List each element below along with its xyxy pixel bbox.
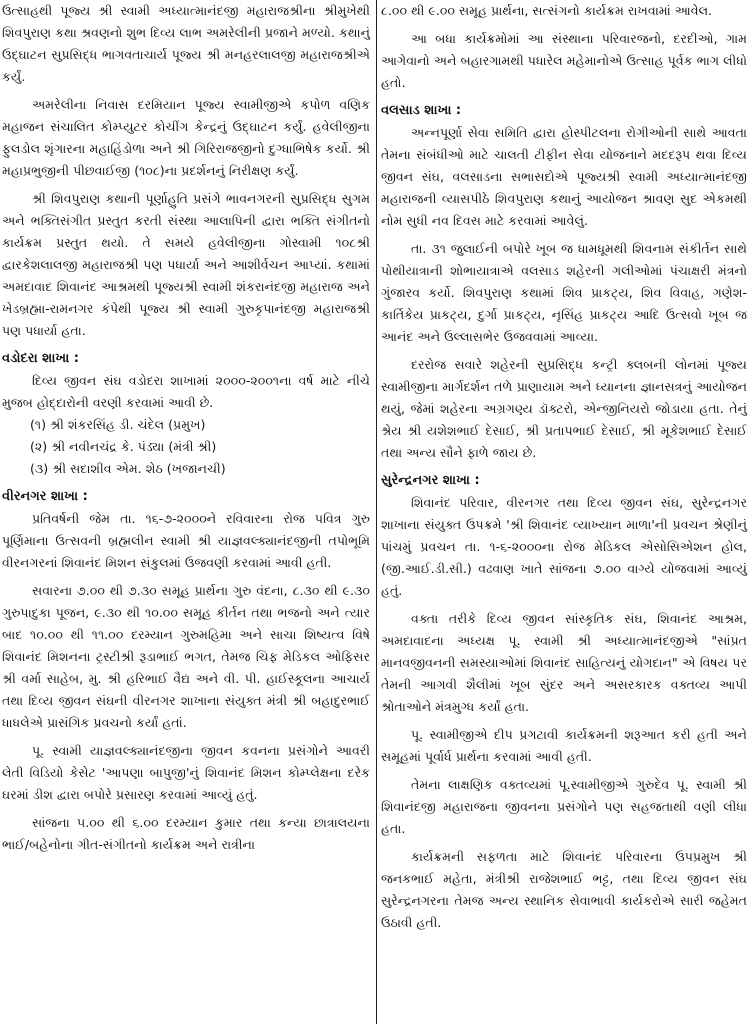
valsad-paragraph-3: દરરોજ સવારે શહેરની સુપ્રસિદ્ધ કન્ટ્રી ક્લબની લોનમાં પૂજ્ય સ્વામીજીના માર્ગદર્શન તળે પ્રાણાયામ અને ધ્યાનના જ્ઞાનસત્રનું આયોજન થયું, જેમાં શહેરના અગ્રગણ્ય ડૉક્ટરો, એન્જીનિયરો જોડાયા હતા. તેનું શ્રેય શ્રી યશેશભાઈ દેસાઈ, શ્રી પ્રતાપભાઈ દેસાઈ, શ્રી મૂકેશભાઈ દેસાઈ તથા અન્ય સૌને ફાળે જાય છે. (381, 357, 747, 460)
surendranagar-paragraph-4: તેમના લાક્ષણિક વક્તવ્યમાં પૂ.સ્વામીજીએ ગુરુદેવ પૂ. સ્વામી શ્રી શિવાનંદજી મહારાજના જીવનના પ્રસંગોને પણ સહજતાથી વણી લીધા હતા. (381, 777, 747, 836)
amreli-paragraph-1: ઉત્સાહથી પૂજ્ય શ્રી સ્વામી અધ્યાત્માનંદજી મહારાજશ્રીના શ્રીમુખેથી શિવપુરાણ કથા શ્રવણનો શુભ દિવ્ય લાભ અમરેલીની પ્રજાને મળ્યો. કથાનું ઉદ્ઘાટન સુપ્રસિદ્ધ ભાગવતાચાર્ય પૂજ્ય શ્રી મનહરલાલજી મહારાજશ્રીએ કર્યું. (2, 3, 370, 84)
office-bearer-item: (૨) શ્રી નવીનચંદ્ર કે. પંડ્યા (મંત્રી શ્રી) (30, 439, 217, 454)
valsad-paragraph-1: અન્નપૂર્ણા સેવા સમિતિ દ્વારા હોસ્પીટલના રોગીઓની સાથે આવતા તેમના સંબંધીઓ માટે ચાલતી ટીફીન સેવા યોજનાને મદદરૂપ થવા દિવ્ય જીવન સંઘ, વલસાડના સભાસદોએ પૂજ્યશ્રી સ્વામી અધ્યાત્માનંદજી મહારાજની વ્યાસપીઠે શિવપુરાણ કથાનું આયોજન શ્રાવણ સુદ એકમથી નોમ સુધી નવ દિવસ માટે કરવામાં આવેલું. (381, 125, 747, 228)
amreli-paragraph-2: અમરેલીના નિવાસ દરમિયાન પૂજ્ય સ્વામીજીએ કપોળ વણિક મહાજન સંચાલિત કોમ્પ્યુટર કોચીંગ કેન્દ્રનું ઉદ્ઘાટન કર્યું. હવેલીજીના ફુલડોલ શૃંગારના મહાહિંડોળા અને શ્રી ગિરિરાજજીનો દુગ્ધાભિષેક કર્યો. શ્રી મહાપ્રભુજીની પીછવાઈજી (૧૦૮)ના પ્રદર્શનનું નિરીક્ષણ કર્યું. (2, 97, 370, 178)
surendranagar-paragraph-1: શિવાનંદ પરિવાર, વીરનગર તથા દિવ્ય જીવન સંઘ, સુરેન્દ્રનગર શાખાના સંયુક્ત ઉપક્રમે 'શ્રી શિવાનંદ વ્યાખ્યાન માળા'ની પ્રવચન શ્રેણીનું પાંચમું પ્રવચન તા. ૧-૬-૨૦૦૦ના રોજ મેડિકલ એસોસિએશન હોલ, (જી.આઈ.ડી.સી.) વઢવાણ ખાતે સાંજના ૭.૦૦ વાગ્યે યોજવામાં આવ્યું હતું. (381, 495, 747, 598)
section-heading-vadodara: વડોદરા શાખા : (2, 351, 79, 366)
section-heading-surendranagar: સુરેન્દ્રનગર શાખા : (381, 473, 480, 488)
office-bearer-item: (૩) શ્રી સદાશીવ એમ. શેઠ (ખજાનચી) (30, 461, 226, 476)
surendranagar-paragraph-3: પૂ. સ્વામીજીએ દીપ પ્રગટાવી કાર્યક્રમની શરૂઆત કરી હતી અને સમૂહમાં પૂર્વાર્ધ પ્રાર્થના કરવામાં આવી હતી. (381, 727, 747, 764)
right-column (381, 0, 747, 934)
surendranagar-paragraph-5: કાર્યક્રમની સફળતા માટે શિવાનંદ પરિવારના ઉપપ્રમુખ શ્રી જનકભાઈ મહેતા, મંત્રીશ્રી રાજેશભાઈ ભટ્ટ, તથા દિવ્ય જીવન સંઘ સુરેન્દ્રનગરના તેમજ અન્ય સ્થાનિક સેવાભાવી કાર્યકરોએ સારી જહેમત ઉઠાવી હતી. (381, 849, 747, 930)
surendranagar-paragraph-2: વક્તા તરીકે દિવ્ય જીવન સાંસ્કૃતિક સંઘ, શિવાનંદ આશ્રમ, અમદાવાદના અધ્યક્ષ પૂ. સ્વામી શ્રી અધ્યાત્માનંદજીએ "સાંપ્રત માનવજીવનની સમસ્યાઓમાં શિવાનંદ સાહિત્યનું યોગદાન" એ વિષય પર તેમની આગવી શૈલીમાં ખૂબ સુંદર અને અસરકારક વક્તવ્ય આપી શ્રોતાઓને મંત્રમુગ્ધ કર્યાં હતા. (381, 611, 747, 714)
viramgam-continuation: ૮.૦૦ થી ૯.૦૦ સમૂહ પ્રાર્થના, સત્સંગનો કાર્યક્રમ રાખવામાં આવેલ. (381, 3, 713, 18)
left-column (2, 0, 370, 856)
viramgam-participants: આ બધા કાર્યક્રમોમાં આ સંસ્થાના પરિવારજનો, દરદીઓ, ગામ આગેવાનો અને બહારગામથી પધારેલ મહેમાનોએ ઉત્સાહ પૂર્વક ભાગ લીધો હતો. (381, 31, 747, 90)
section-heading-valsad: વલસાડ શાખા : (381, 103, 462, 118)
viramgam-paragraph-4: સાંજના ૫.૦૦ થી ૬.૦૦ દરમ્યાન કુમાર તથા કન્યા છાત્રાલયના ભાઈ/બહેનોના ગીત-સંગીતનો કાર્યક્રમ અને રાત્રીના (2, 815, 370, 852)
valsad-paragraph-2: તા. ૩૧ જુલાઈની બપોરે ખૂબ જ ધામધૂમથી શિવનામ સંકીર્તન સાથે પોથીયાત્રાની શોભાયાત્રાએ વલસાડ શહેરની ગલીઓમાં પંચાક્ષરી મંત્રનો ગુંજારવ કર્યો. શિવપુરાણ કથામાં શિવ પ્રાકટ્ય, શિવ વિવાહ, ગણેશ-કાર્તિકેય પ્રાકટ્ય, દુર્ગા પ્રાકટ્ય, નૃસિંહ પ્રાકટ્ય આદિ ઉત્સવો ખૂબ જ આનંદ અને ઉલ્લાસભેર ઉજવવામાં આવ્યા. (381, 241, 747, 344)
office-bearer-item: (૧) શ્રી શંકરસિંહ ડી. ચંદેલ (પ્રમુખ) (30, 417, 206, 432)
viramgam-paragraph-1: પ્રતિવર્ષની જેમ તા. ૧૬-૭-૨૦૦૦ને રવિવારના રોજ પવિત્ર ગુરુ પૂર્ણિમાના ઉત્સવની બ્રહ્મલીન સ્વામી શ્રી યાજ્ઞવલ્ક્યાનંદજીની તપોભૂમિ વીરનગરનાં શિવાનંદ મિશન સંકુલમાં ઉજવણી કરવામાં આવી હતી. (2, 511, 370, 570)
column-divider (376, 0, 377, 1024)
section-heading-viramgam: વીરનગર શાખા : (2, 489, 88, 504)
viramgam-paragraph-3: પૂ. સ્વામી યાજ્ઞવલ્ક્યાનંદજીના જીવન કવનના પ્રસંગોને આવરી લેતી વિડિયો કેસેટ 'આપણા બાપુજી'નું શિવાનંદ મિશન કોમ્પ્લેક્ષના દરેક ઘરમાં ડીશ દ્વારા બપોરે પ્રસારણ કરવામાં આવ્યું હતું. (2, 743, 370, 802)
vadodara-paragraph: દિવ્ય જીવન સંઘ વડોદરા શાખામાં ૨૦૦૦-૨૦૦૧ના વર્ષ માટે નીચે મુજબ હોદ્દારોની વરણી કરવામાં આવી છે. (2, 373, 370, 410)
amreli-paragraph-3: શ્રી શિવપુરાણ કથાની પૂર્ણાહુતિ પ્રસંગે ભાવનગરની સુપ્રસિદ્ધ સુગમ અને ભક્તિસંગીત પ્રસ્તુત કરતી સંસ્થા આલાપિની દ્વારા ભક્તિ સંગીતનો કાર્યક્રમ પ્રસ્તુત થયો. તે સમયે હવેલીજીના ગોસ્વામી ૧૦૮શ્રી દ્વારકેશલાલજી મહારાજશ્રી પણ પધાર્યા અને આશીર્વચન આપ્યાં. કથામાં અમદાવાદ શિવાનંદ આશ્રમથી પૂજ્યશ્રી સ્વામી શંકરાનંદજી મહારાજ અને ખેડબ્રહ્મા-રામનગર કંપેથી પૂજ્ય શ્રી સ્વામી ગુરુકૃપાનંદજી મહારાજશ્રી પણ પધાર્યા હતા. (2, 191, 370, 338)
viramgam-paragraph-2: સવારના ૭.૦૦ થી ૭.૩૦ સમૂહ પ્રાર્થના ગુરુ વંદના, ૮.૩૦ થી ૯.૩૦ ગુરુપાદુકા પૂજન, ૯.૩૦ થી ૧૦.૦૦ સમૂહ કીર્તન તથા ભજનો અને ત્યાર બાદ ૧૦.૦૦ થી ૧૧.૦૦ દરમ્યાન ગુરુમહિમા અને સાચા શિષ્યત્વ વિષે શિવાનંદ મિશનના ટ્રસ્ટીશ્રી રૂડાભાઈ ભગત, તેમજ ચિફ મેડિકલ ઓફિસર શ્રી વર્મા સાહેબ, મુ. શ્રી હરિભાઈ વૈદ્ય અને વી. પી. હાઈસ્કૂલના આચાર્ય તથા દિવ્ય જીવન સંઘની વીરનગર શાખાના સંયુક્ત મંત્રી શ્રી બહાદુરભાઈ ધાધલેએ પ્રાસંગિક પ્રવચનો કર્યાં હતાં. (2, 583, 370, 730)
